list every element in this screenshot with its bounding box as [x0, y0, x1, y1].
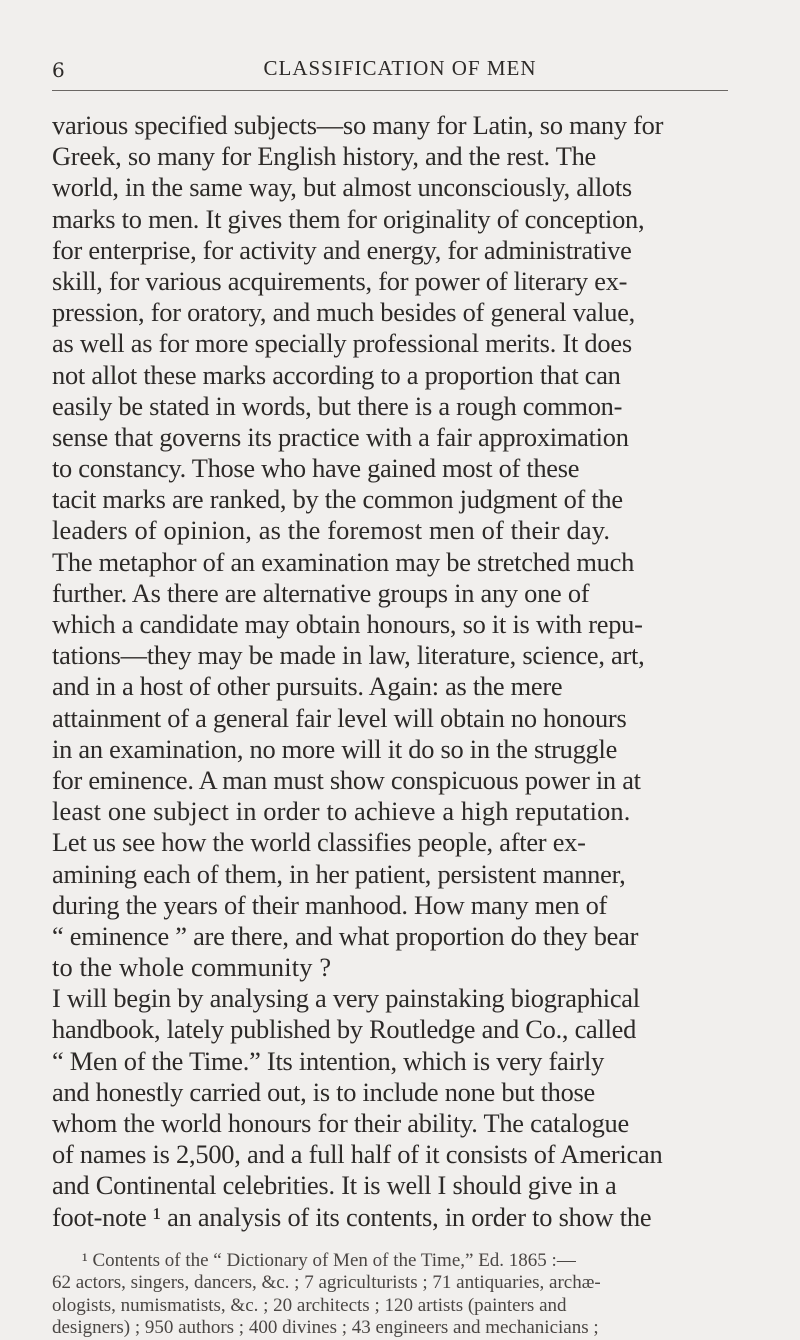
body-line: pression, for oratory, and much besides of general value,: [52, 297, 636, 328]
body-line: in an examination, no more will it do so in the struggle: [52, 733, 618, 764]
body-line: amining each of them, in her patient, persistent manner,: [52, 858, 626, 889]
body-line: which a candidate may obtain honours, so it is with repu-: [52, 609, 643, 639]
body-line: I will begin by analysing a very painstaking biographical: [52, 983, 640, 1014]
body-line: The metaphor of an examination may be stretched much: [52, 546, 635, 577]
body-line: whom the world honours for their ability. The catalogue: [52, 1108, 629, 1138]
running-title: CLASSIFICATION OF MEN: [263, 56, 537, 80]
body-line: tations—they may be made in law, literature, science, art,: [52, 640, 645, 671]
body-line: easily be stated in words, but there is a rough common-: [52, 390, 623, 421]
footnote-line: designers) ; 950 authors ; 400 divines ; 43 engineers and mechanicians ;: [52, 1317, 599, 1339]
body-line: and in a host of other pursuits. Again: as the mere: [52, 671, 563, 702]
body-line: leaders of opinion, as the foremost men of their day.: [52, 515, 611, 546]
body-line: “ eminence ” are there, and what proportion do they bear: [52, 920, 639, 951]
body-line: as well as for more specially professional merits. It does: [52, 328, 632, 359]
body-line: tacit marks are ranked, by the common judgment of the: [52, 484, 623, 515]
body-line: skill, for various acquirements, for power of literary ex-: [52, 265, 628, 296]
body-line: various specified subjects—so many for Latin, so many for: [52, 110, 664, 140]
running-head: [0, 50, 800, 80]
body-line: not allot these marks according to a proportion that can: [52, 359, 621, 390]
body-line: “ Men of the Time.” Its intention, which is very fairly: [52, 1045, 605, 1076]
body-line: to the whole community ?: [52, 952, 332, 983]
body-line: handbook, lately published by Routledge and Co., called: [52, 1014, 637, 1045]
body-line: attainment of a general fair level will obtain no honours: [52, 702, 627, 733]
footnote: [52, 1250, 742, 1340]
body-line: sense that governs its practice with a fair approximation: [52, 421, 629, 452]
body-line: foot-note ¹ an analysis of its contents, in order to show the: [52, 1201, 652, 1232]
page-number: 6: [52, 58, 66, 82]
body-line: world, in the same way, but almost unconsciously, allots: [52, 172, 632, 203]
body-line: Let us see how the world classifies people, after ex-: [52, 827, 586, 858]
body-line: least one subject in order to achieve a high reputation.: [52, 796, 631, 827]
body-line: to constancy. Those who have gained most of these: [52, 453, 580, 484]
body-line: for eminence. A man must show conspicuous power in at: [52, 764, 641, 795]
body-line: during the years of their manhood. How many men of: [52, 889, 608, 920]
body-line: of names is 2,500, and a full half of it consists of American: [52, 1139, 663, 1170]
body-line: marks to men. It gives them for originality of conception,: [52, 203, 645, 234]
footnote-line: ologists, numismatists, &c. ; 20 architects ; 120 artists (painters and: [52, 1294, 567, 1316]
body-line: further. As there are alternative groups in any one of: [52, 577, 590, 608]
body-line: Greek, so many for English history, and the rest. The: [52, 141, 597, 172]
body-line: for enterprise, for activity and energy, for administrative: [52, 234, 632, 265]
header-rule: [52, 90, 728, 91]
footnote-line: ¹ Contents of the “ Dictionary of Men of the Time,” Ed. 1865 :—: [82, 1250, 576, 1271]
footnote-line: 62 actors, singers, dancers, &c. ; 7 agriculturists ; 71 antiquaries, archæ-: [52, 1272, 601, 1294]
body-text: [52, 110, 742, 1233]
body-line: and honestly carried out, is to include none but those: [52, 1076, 596, 1107]
body-line: and Continental celebrities. It is well I should give in a: [52, 1170, 617, 1201]
